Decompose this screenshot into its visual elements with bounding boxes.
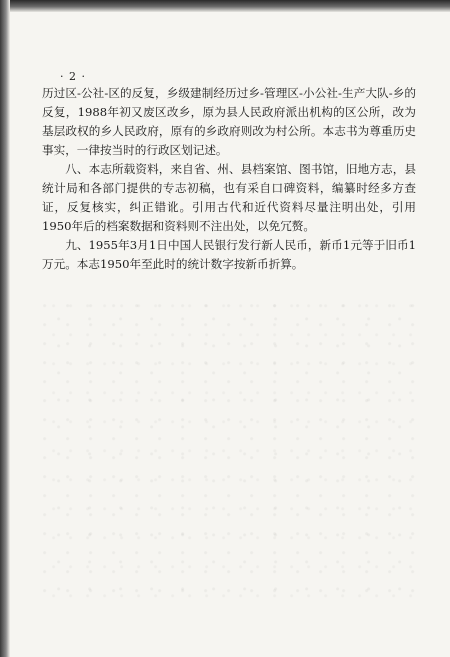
paragraph-item-9: 九、1955年3月1日中国人民银行发行新人民币，新币1元等于旧币1万元。本志1950年至此时的统计数字按新币折算。 — [42, 238, 416, 271]
show-through-noise — [40, 300, 420, 600]
body-text — [42, 84, 416, 274]
paragraph-continuation: 历过区-公社-区的反复，乡级建制经历过乡-管理区-小公社-生产大队-乡的反复，1988年初又废区改乡，原为县人民政府派出机构的区公所，改为基层政权的乡人民政府，原有的乡政府则改为村公所。本志书为尊重历史事实，一律按当时的行政区划记述。 — [42, 86, 416, 157]
scan-edge-top — [0, 0, 450, 12]
scan-edge-left — [0, 0, 10, 657]
page-number: · 2 · — [60, 70, 86, 83]
paragraph-item-8: 八、本志所载资料，来自省、州、县档案馆、图书馆，旧地方志，县统计局和各部门提供的专志初稿，也有采自口碑资料，编纂时经多方查证，反复核实，纠正错讹。引用古代和近代资料尽量注明出处，引用1950年后的档案数据和资料则不注出处，以免冗赘。 — [42, 162, 416, 233]
